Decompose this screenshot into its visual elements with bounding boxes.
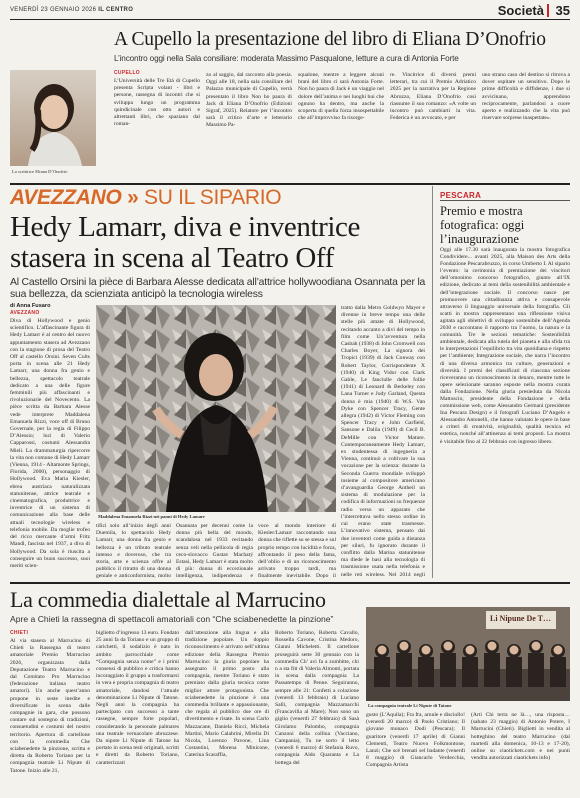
top-story-column-1: L’Università delle Tre Età di Cupello presenta Scripta volant - libri e persone, rassegna di incontri che si sviluppa lungo un programma quindicinale con otto autori e altrettanti libri, che spaziano dal roman- xyxy=(114,78,200,128)
bottom-column-5: gusto (L’Aquila); Fra fra, arnule e disciullo! (venerdì 20 marzo) di Paolo Cristiano; Il giovane monaco Dodi (Pescara); Il guaritore (venerdì 17 aprile) di Gianni Clementi, Teatro Nuovo Folkmontone, Lanzi; Che scé brenati sel badante (venerdì 8 maggio) di Giancarlo Verdecchia, Compagnia Artista xyxy=(366,712,465,769)
header-date-line: VENERDÌ 23 GENNAIO 2026 IL CENTRO xyxy=(10,7,134,13)
top-story-photo-caption: La scrittrice Eliana D’Onofrio xyxy=(12,169,68,174)
main-byline: di Anna Fusaro xyxy=(10,303,51,309)
main-story-photo xyxy=(96,305,336,512)
main-subtitle: Al Castello Orsini la pièce di Barbara Alesse dedicata all’attrice hollywoodiana Osannata per la sua bellezza, da scienziata anticipò la tecnologia wireless xyxy=(10,277,426,301)
main-column-2: tifici solo all’inizio degli anni Duemila, lo spettacolo Hedy Lamarr, una donna fra genio e bellezza è un tributo teatrale intenso e doveroso, che tra storia, arte e scienza offre al pubblico il ritratto di una donna geniale e anticonformista, molto xyxy=(96,523,171,578)
header-divider xyxy=(547,4,549,17)
sidebar-location: PESCARA xyxy=(440,191,482,200)
top-story-photo xyxy=(10,70,96,166)
banner-sign: Li Nipune De T… xyxy=(490,614,551,623)
top-story-column-2: zo al saggio, dal racconto alla poesia. Oggi alle 18, nella sala consiliare del Palazzo municipale di Cupello, verrà presentato il libro Non ho paura di Jack di Eliana D’Onofrio (Edizioni Sigraf, 2025). Relatore per l’incontro sarà il critico d’arte e letterario Massimo Pa- xyxy=(206,72,292,129)
top-story-location: CUPELLO xyxy=(114,70,140,76)
bottom-column-1: Al via stasera al Marrucino di Chieti la Rassegna di teatro amatoriale Premio Marrucino 2026, organizzata dalla Deputazione Teatro Marrucino e dal Comitato Pro Marrucino (federazione italiana teatro amatori). Un anche quest’anno propone in seste inedite e diversificate in scena dalle compagnie in gara, che possono contare sul sostegno di tradizioni, consuetudini e costumi del nostro territorio. Apertura di cartellone con la commedia Che sciabenedette la pinzione, scritta e diretta da Roberto Toriano per la compagnia teatrale Li Nipute di Tatone. Inizio alle 21, xyxy=(10,638,90,774)
header-paper-name: IL CENTRO xyxy=(98,7,134,13)
main-photo-caption: Maddalena Emanuela Rizzi nei panni di Hedy Lamarr xyxy=(98,514,206,519)
bottom-location: CHIETI xyxy=(10,630,29,636)
top-story-column-4: re. Vincitrice di diversi premi letterari, tra cui il Premio Adriatico 2025 per la narrativa per la Regione Abruzzo, Eliana D’Onofrio così riassume il suo romanzo: «A volte un incontro può cambiarti la vita. Federica è un avvocato, e per xyxy=(390,72,476,122)
bottom-story-photo xyxy=(366,607,570,701)
kicker-city: AVEZZANO xyxy=(10,186,122,209)
main-title: Hedy Lamarr, diva e inventrice stasera in scena al Teatro Off xyxy=(10,211,360,274)
bottom-column-2: biglietto d’ingresso 13 euro. Fondato 25 anni fa da Toriano e un gruppo di carichetti, il sodalizio è nato in ambito parrocchiale come “Compagnia senza nome” e i primi consensi di pubblico e critica hanno incoraggiato il gruppo a trasformarsi in vera e propria compagnia di teatro amatoriale, dandosi l’attuale denominazione Li Nipute di Tatone. Negli anni la compagnia ha partecipato con successo a tante rassegne, sempre forte popolari, considerando la personale palmares una teatrale vernacolare abruzzese. Da nipote Li Nipute di Tatone ha portato in scena testi originali, scritti e diretti da Roberto Toriano, caratterizzati xyxy=(96,630,179,766)
main-column-5: tratto dalla Metro Goldwyn Mayer e divenne in breve tempo una delle stelle più amate di Hollywood, recitando accanto a divi del tempo in film come Un’avventura nella Casbah (1938) di John Cromwell con Charles Boyer, La signora dei Tropici (1939) di Jack Conway con Robert Taylor, Corrispondente X (1940) di King Vidor con Clark Gable, Le fanciulle delle follie (1941) di Leonard & Berkeley con Lana Turner e Judy Garland, Questa donna è mia (1940) di W.S. Van Dyke con Spencer Tracy, Gente allegra (1942) di Victor Fleming con Spencer Tracy e John Garfield, Sansone e Dalila (1949) di Cecil B. DeMille con Victor Mature. Contemporaneamente Hedy Lamarr, ex studentessa di ingegneria a Vienna, continuò a coltivare la sua vocazione per la scienza: durante la Seconda Guerra mondiale sviluppò insieme al compositore americano d’avanguardia George Antheil un sistema di modulazione per la codifica di informazioni su frequenze radio verso un apparato che l’intercettava nello stesso ordine in cui erano state trasmesse. L’innovativo sistema, pensato dai due inventori come guida a distanza per siluri, fu ignorato durante il conflitto dalla Marina statunitense ma diede le basi alla tecnologia di trasmissione usata nella telefonia e nelle reti wireless. Nel 2014 negli xyxy=(341,305,425,578)
main-column-3: Osannata per decenni come la donna più bella del mondo, scandalosa nel 1933 recitando senza veli nella pellicola di regia ceco-slovacco Gustav Machatý Estasi, Hedy Lamarr è stata molto di più: donna di eccezionale intelligenza, indipendenza e xyxy=(176,523,253,578)
sidebar-title: Premio e mostra fotografica: oggi l’inaugurazione xyxy=(440,204,525,246)
top-story-subtitle: L’incontro oggi nella Sala consiliare: moderata Massimo Pasqualone, letture a cura di Antonia Forte xyxy=(114,54,459,63)
main-column-4: voce al mondo interiore di Kiesler/Lamarr raccontando una donna che riflette su se stessa e sul proprio tempo con lucidità e forza, affrontando il peso della fama, dell’oblio e di un riconoscimento arrivato troppo tardi, ma finalmente inevitabile. Dopo il xyxy=(258,523,336,578)
section-rule xyxy=(10,183,570,185)
bottom-column-4: Roberto Toriano, Roberta Cavallo, Rossella Cavone, Cristina Medoro, Gianni Micheletti. Il cartellone proseguirà sette 30 gennaio con la commedia Ch’ avì fa a zumbitte, chi n a sta fitt di Valeria Almonti, portata in scena dalla compagnia La Passatempo di Penne. Seguiranno, sempre alle 21: Confetti a colazione (venerdì 13 febbraio) di Luciano Salli, compagnia Mazzamacchi (Francavilla al Mare); Non sono un giglio (venerdì 27 febbraio) di Sasà Girolamo Palombo, compagnia Canzoni della collina (Vacciano, Campania), Tu ne sorto il letto (venerdì 6 marzo) di Stefania Ruvo, compagnia Aldo Quaranta e La bottega del xyxy=(275,630,359,766)
bottom-section-rule xyxy=(10,582,570,584)
kicker-arrow: » xyxy=(127,186,139,209)
section-name: Società xyxy=(497,3,544,18)
sidebar-body: Oggi alle 17.30 sarà inaugurata la mostra fotografica Condividere... avanti 2025, alla Maison des Arts della Fondazione Pescarabruzzo, in corso Umberto I. Al sipario l’evento: la cerimonia di premiazione dei vincitori dell’omonimo concorso fotografico, giunto all’IX edizione, dedicato ai temi della sostenibilità ambientale e dell’integrazione sociale. Il concorso nasce per promuovere una cittadinanza attiva e consapevole attraverso il linguaggio universale della fotografia. Gli scatti in mostra rappresentano una riflessione visiva agitata agli obiettivi di sviluppo sostenibile dell’Agenda 2030 e raccontano il rapporto tra l’uomo, la natura e la comunità. Tre le sezioni tematiche: Sostenibilità ambientale, dedicata alla tutela del pianeta e alla sfida tra le interpretazioni l’equilibrio tra vita quotidiana e rispetto per l’ambiente; Integrazione sociale, che narra l’incontro di una diversa armonica tra culture, generazioni e diversità. I premi dei classificati di ciascuna sezione riceveranno un riconoscimento in denaro, mentre tutte le opere selezionate saranno esposte nella mostra curata dalla Fondazione. Nella giuria presieduta da Nicola Mattoscio, presidente della Fondazione e della commissione web, come Alessandro Germani (presidente Ina Pescara Design) e il fotografi Luciano D’Angelo e Alessandro Antonelli, che hanno valutato le opere in base a criteri di creatività, originalità, qualità tecnica ed estetica, nonché all’attinenza ai temi proposti. La mostra è visitabile fino al 22 febbraio con ingresso libero. xyxy=(440,247,570,445)
bottom-photo-caption: La compagnia teatrale Li Nipute di Tatone xyxy=(368,703,452,708)
top-story-column-3: squalone, mentre a leggere alcuni brani del libro ci sarà Antonia Forte. Non ho paura di Jack è un viaggio nel dolore dell’anima e nei luoghi bui che ognuno ha dentro, ma anche la scoperta di quella forza insospettabile che all’improvviso fa risorge- xyxy=(298,72,384,122)
sidebar-divider xyxy=(432,186,433,578)
bottom-column-3: dall’attenzione alla lingua e alla tradizione popolare. Un doppio riconoscimento è arrivato nell’ultima edizione della Rassegna Premio Marrucino: la giuria popolare ha assegnato il primo posto alla compagnia, mentre Toriano è stato premiato dalla giuria tecnica come miglior attore protagonista. Che sciabenedette la pinzione è una commedia brillante e appassionante, che regala al pubblico due ore di divertimento e risate. In scena Carlo Mazzacane, Daniela Ricci, Michela Martini, Mario Calabrini, Mirella Di Nicola, Lorenzo Pavone, Lina Costantini, Morena Minicone, Caterina Scaraffia, xyxy=(185,630,269,759)
main-location: AVEZZANO xyxy=(10,310,40,316)
bottom-title: La commedia dialettale al Marrucino xyxy=(10,587,326,612)
actress-on-stage-image xyxy=(96,305,336,512)
sidebar-rule xyxy=(440,200,570,201)
main-kicker xyxy=(10,186,281,210)
main-column-1: Diva di Hollywood e genio scientifico. L’affascinante figura di Hedy Lamarr è al centro del nuovo appuntamento stasera ad Avezzano con la stagione di prosa del Teatro Off al castello Orsini. Seven Cults porta in scena alle 21 Hedy Lamarr, una donna fra genio e bellezza, spettacolo teatrale dedicato a una delle figure femminili più affascinanti e rivoluzionarie del Novecento. La pièce scritta da Barbara Alesse vede interprete Maddalena Emanuela Rizzi, voce off di Bruno Governale, per la regia di Filippo D’Alessio; luci di Valerio Capparossi, costumi Alessandra Mieli. La drammaturgia ripercorre la vita non comune di Hedy Lamarr (Vienna, 1914 - Altamonte Springs, Florida, 2000), personaggio di Hollywood. Eva Maria Kiesler, ebrea austriaca naturalizzata statunitense, attrice teatrale e cinematografica, produttrice e inventrice di un sistema di comunicazione alla base delle attuali tecnologie wireless e telefonia mobile. Da moglie trofeo del ricco mercante d’armi Fritz Mandl, fascista nel 1937, a diva di Hollywood. Da sola è riuscita a conseguire un buon successo, suoi meriti scien- xyxy=(10,318,90,569)
top-story-column-5: uno strano caso del destino si ritrova a dover ospitare un sensitivo. Dopo le prime difficoltà e diffidenze, i due si avvicinano, apprendono reciprocamente, parlandosi a cuore aperto e realizzando che la vita può riservare sorprese inaspettate». xyxy=(482,72,570,122)
author-portrait xyxy=(10,70,96,166)
bottom-subtitle: Apre a Chieti la rassegna di spettacoli amatoriali con “Che sciabenedette la pinzione” xyxy=(10,614,334,624)
bottom-column-6: (Arti Chi terra ne là…, una risposta… (sabato 23 maggio) di Antonio Potere, I Marrucini (Chieti). Biglietti in vendita al botteghino del teatro Marrucino (dal martedì alla domenica, 10-13 e 17-20), online su ciaotickets.com e nei punti vendita autorizzati ciaotickets info) xyxy=(471,712,570,762)
kicker-topic: SU IL SIPARIO xyxy=(144,186,282,209)
top-story-title: A Cupello la presentazione del libro di Eliana D’Onofrio xyxy=(114,29,546,50)
page-number: 35 xyxy=(555,3,570,18)
header-rule xyxy=(10,19,570,20)
